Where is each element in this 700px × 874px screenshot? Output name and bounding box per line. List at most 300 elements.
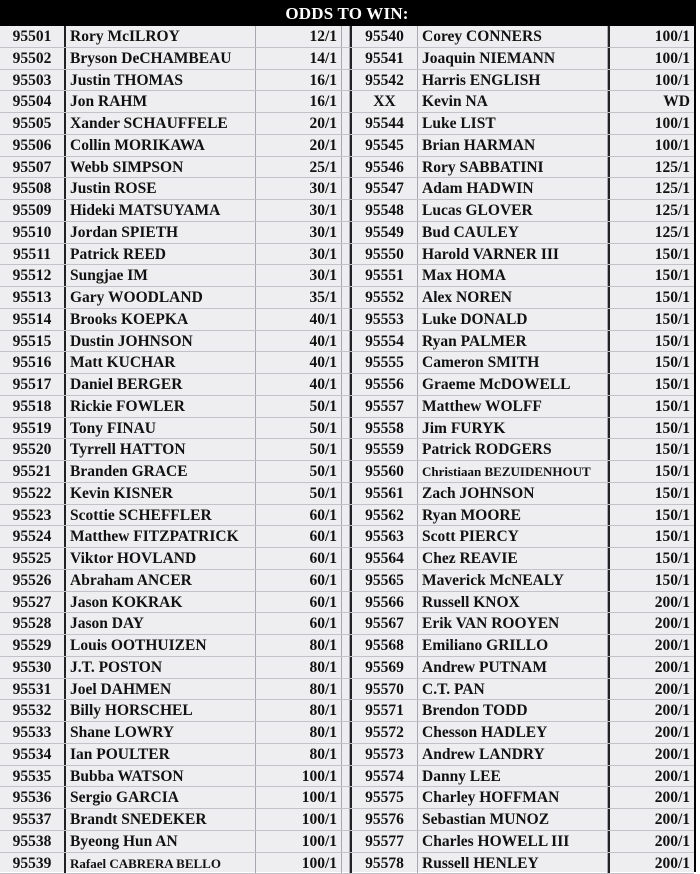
player-name: Charles HOWELL III <box>418 831 608 852</box>
rotation-number: 95576 <box>350 809 418 830</box>
odds-value: 200/1 <box>608 766 694 787</box>
rotation-number: 95561 <box>350 483 418 504</box>
rotation-number: 95557 <box>350 396 418 417</box>
table-row <box>0 657 342 679</box>
table-row <box>0 331 342 353</box>
player-name: Collin MORIKAWA <box>66 135 256 156</box>
table-row <box>350 744 694 766</box>
table-row <box>350 526 694 548</box>
table-row <box>350 635 694 657</box>
player-name: Harris ENGLISH <box>418 70 608 91</box>
odds-value: 40/1 <box>256 309 342 330</box>
rotation-number: 95563 <box>350 526 418 547</box>
odds-value: 150/1 <box>608 483 694 504</box>
player-name: Rickie FOWLER <box>66 396 256 417</box>
odds-value: 150/1 <box>608 265 694 286</box>
odds-value: 150/1 <box>608 439 694 460</box>
player-name: Matthew WOLFF <box>418 396 608 417</box>
odds-value: 40/1 <box>256 374 342 395</box>
rotation-number: 95570 <box>350 679 418 700</box>
table-row <box>350 113 694 135</box>
spacer-cell <box>342 374 350 396</box>
rotation-number: 95559 <box>350 439 418 460</box>
odds-value: 80/1 <box>256 744 342 765</box>
player-name: Adam HADWIN <box>418 178 608 199</box>
table-row <box>350 700 694 722</box>
spacer-cell <box>342 244 350 266</box>
rotation-number: 95567 <box>350 613 418 634</box>
table-row <box>0 352 342 374</box>
table-row <box>350 592 694 614</box>
spacer-cell <box>342 787 350 809</box>
player-name: Christiaan BEZUIDENHOUT <box>418 461 608 482</box>
rotation-number: 95529 <box>0 635 66 656</box>
rotation-number: 95560 <box>350 461 418 482</box>
spacer-cell <box>342 135 350 157</box>
table-row <box>0 200 342 222</box>
player-name: Sergio GARCIA <box>66 787 256 808</box>
odds-value: 100/1 <box>256 853 342 874</box>
table-row <box>350 178 694 200</box>
table-row <box>350 396 694 418</box>
player-name: Viktor HOVLAND <box>66 548 256 569</box>
table-row <box>0 287 342 309</box>
table-row <box>350 766 694 788</box>
rotation-number: 95504 <box>0 91 66 112</box>
player-name: Cameron SMITH <box>418 352 608 373</box>
table-row <box>350 331 694 353</box>
rotation-number: 95564 <box>350 548 418 569</box>
spacer-cell <box>342 483 350 505</box>
sheet-edge <box>694 0 700 872</box>
table-row <box>0 222 342 244</box>
spacer-cell <box>342 766 350 788</box>
odds-value: 16/1 <box>256 70 342 91</box>
spacer-cell <box>342 722 350 744</box>
table-row <box>0 700 342 722</box>
table-row <box>350 418 694 440</box>
player-name: Emiliano GRILLO <box>418 635 608 656</box>
player-name: Byeong Hun AN <box>66 831 256 852</box>
odds-value: 80/1 <box>256 635 342 656</box>
odds-value: 150/1 <box>608 505 694 526</box>
table-row <box>0 526 342 548</box>
rotation-number: 95515 <box>0 331 66 352</box>
player-name: Charley HOFFMAN <box>418 787 608 808</box>
odds-value: 200/1 <box>608 831 694 852</box>
odds-value: 20/1 <box>256 113 342 134</box>
spacer-cell <box>342 26 350 48</box>
table-row <box>0 505 342 527</box>
odds-value: 150/1 <box>608 570 694 591</box>
odds-value: 200/1 <box>608 722 694 743</box>
rotation-number: 95555 <box>350 352 418 373</box>
odds-value: 80/1 <box>256 722 342 743</box>
odds-value: 150/1 <box>608 461 694 482</box>
odds-value: 200/1 <box>608 592 694 613</box>
odds-value: 80/1 <box>256 700 342 721</box>
odds-value: 200/1 <box>608 657 694 678</box>
odds-value: 125/1 <box>608 222 694 243</box>
rotation-number: 95574 <box>350 766 418 787</box>
odds-value: 60/1 <box>256 548 342 569</box>
rotation-number: 95505 <box>0 113 66 134</box>
rotation-number: 95572 <box>350 722 418 743</box>
rotation-number: 95569 <box>350 657 418 678</box>
player-name: Jason DAY <box>66 613 256 634</box>
table-row <box>0 439 342 461</box>
table-row <box>0 265 342 287</box>
table-row <box>0 461 342 483</box>
odds-value: WD <box>608 91 694 112</box>
player-name: J.T. POSTON <box>66 657 256 678</box>
player-name: Jim FURYK <box>418 418 608 439</box>
spacer-cell <box>342 222 350 244</box>
player-name: Webb SIMPSON <box>66 157 256 178</box>
table-row <box>350 483 694 505</box>
player-name: Justin THOMAS <box>66 70 256 91</box>
odds-value: 25/1 <box>256 157 342 178</box>
player-name: Bud CAULEY <box>418 222 608 243</box>
rotation-number: 95550 <box>350 244 418 265</box>
odds-value: 50/1 <box>256 396 342 417</box>
table-row <box>350 200 694 222</box>
table-row <box>350 548 694 570</box>
rotation-number: 95578 <box>350 853 418 874</box>
player-name: Joaquin NIEMANN <box>418 48 608 69</box>
odds-value: 150/1 <box>608 396 694 417</box>
odds-value: 20/1 <box>256 135 342 156</box>
rotation-number: 95511 <box>0 244 66 265</box>
player-name: Abraham ANCER <box>66 570 256 591</box>
table-row <box>350 722 694 744</box>
odds-value: 30/1 <box>256 222 342 243</box>
rotation-number: 95521 <box>0 461 66 482</box>
rotation-number: 95556 <box>350 374 418 395</box>
table-row <box>350 222 694 244</box>
player-name: Ryan MOORE <box>418 505 608 526</box>
left-odds-column <box>0 26 342 874</box>
odds-value: 60/1 <box>256 505 342 526</box>
table-row <box>0 244 342 266</box>
rotation-number: 95545 <box>350 135 418 156</box>
rotation-number: XX <box>350 91 418 112</box>
player-name: Harold VARNER III <box>418 244 608 265</box>
table-row <box>0 853 342 874</box>
odds-value: 100/1 <box>256 809 342 830</box>
odds-value: 100/1 <box>608 70 694 91</box>
player-name: Kevin KISNER <box>66 483 256 504</box>
spacer-cell <box>342 831 350 853</box>
spacer-cell <box>342 200 350 222</box>
table-row <box>350 570 694 592</box>
odds-value: 50/1 <box>256 418 342 439</box>
rotation-number: 95540 <box>350 26 418 47</box>
table-row <box>350 505 694 527</box>
rotation-number: 95552 <box>350 287 418 308</box>
table-row <box>0 809 342 831</box>
player-name: Brendon TODD <box>418 700 608 721</box>
rotation-number: 95503 <box>0 70 66 91</box>
spacer-cell <box>342 352 350 374</box>
player-name: Scott PIERCY <box>418 526 608 547</box>
player-name: Jordan SPIETH <box>66 222 256 243</box>
player-name: Kevin NA <box>418 91 608 112</box>
table-row <box>0 787 342 809</box>
table-row <box>350 309 694 331</box>
rotation-number: 95546 <box>350 157 418 178</box>
player-name: Sebastian MUNOZ <box>418 809 608 830</box>
rotation-number: 95558 <box>350 418 418 439</box>
rotation-number: 95525 <box>0 548 66 569</box>
rotation-number: 95553 <box>350 309 418 330</box>
table-row <box>0 831 342 853</box>
spacer-cell <box>342 70 350 92</box>
player-name: Gary WOODLAND <box>66 287 256 308</box>
rotation-number: 95519 <box>0 418 66 439</box>
player-name: Chesson HADLEY <box>418 722 608 743</box>
table-row <box>350 352 694 374</box>
player-name: Rafael CABRERA BELLO <box>66 853 256 874</box>
rotation-number: 95565 <box>350 570 418 591</box>
odds-value: 150/1 <box>608 309 694 330</box>
table-row <box>0 309 342 331</box>
table-row <box>350 135 694 157</box>
spacer-cell <box>342 396 350 418</box>
table-row <box>350 70 694 92</box>
spacer-cell <box>342 744 350 766</box>
rotation-number: 95522 <box>0 483 66 504</box>
player-name: Xander SCHAUFFELE <box>66 113 256 134</box>
table-row <box>0 48 342 70</box>
player-name: Erik VAN ROOYEN <box>418 613 608 634</box>
player-name: Jon RAHM <box>66 91 256 112</box>
rotation-number: 95577 <box>350 831 418 852</box>
table-row <box>0 135 342 157</box>
rotation-number: 95536 <box>0 787 66 808</box>
player-name: Luke LIST <box>418 113 608 134</box>
table-row <box>0 157 342 179</box>
odds-value: 60/1 <box>256 570 342 591</box>
odds-value: 150/1 <box>608 352 694 373</box>
odds-value: 50/1 <box>256 483 342 504</box>
table-row <box>350 809 694 831</box>
odds-value: 150/1 <box>608 526 694 547</box>
table-row <box>0 592 342 614</box>
rotation-number: 95514 <box>0 309 66 330</box>
table-row <box>350 265 694 287</box>
player-name: Matt KUCHAR <box>66 352 256 373</box>
table-row <box>0 766 342 788</box>
odds-value: 100/1 <box>256 787 342 808</box>
odds-value: 30/1 <box>256 200 342 221</box>
odds-value: 100/1 <box>256 831 342 852</box>
table-row <box>0 548 342 570</box>
player-name: Graeme McDOWELL <box>418 374 608 395</box>
player-name: Tyrrell HATTON <box>66 439 256 460</box>
player-name: Patrick RODGERS <box>418 439 608 460</box>
spacer-cell <box>342 48 350 70</box>
spacer-cell <box>342 265 350 287</box>
spacer-cell <box>342 113 350 135</box>
odds-value: 40/1 <box>256 331 342 352</box>
player-name: Andrew PUTNAM <box>418 657 608 678</box>
rotation-number: 95526 <box>0 570 66 591</box>
player-name: Russell KNOX <box>418 592 608 613</box>
odds-value: 200/1 <box>608 700 694 721</box>
table-row <box>350 374 694 396</box>
rotation-number: 95539 <box>0 853 66 874</box>
odds-value: 200/1 <box>608 635 694 656</box>
player-name: Brandt SNEDEKER <box>66 809 256 830</box>
table-row <box>350 48 694 70</box>
rotation-number: 95554 <box>350 331 418 352</box>
odds-value: 200/1 <box>608 679 694 700</box>
rotation-number: 95509 <box>0 200 66 221</box>
rotation-number: 95512 <box>0 265 66 286</box>
odds-value: 150/1 <box>608 374 694 395</box>
table-row <box>350 461 694 483</box>
odds-value: 100/1 <box>608 113 694 134</box>
table-row <box>0 70 342 92</box>
table-row <box>0 91 342 113</box>
table-row <box>350 679 694 701</box>
odds-value: 125/1 <box>608 157 694 178</box>
table-row <box>0 613 342 635</box>
player-name: Ryan PALMER <box>418 331 608 352</box>
table-row <box>350 853 694 874</box>
player-name: Patrick REED <box>66 244 256 265</box>
spacer-cell <box>342 526 350 548</box>
odds-value: 16/1 <box>256 91 342 112</box>
rotation-number: 95517 <box>0 374 66 395</box>
rotation-number: 95538 <box>0 831 66 852</box>
player-name: Brooks KOEPKA <box>66 309 256 330</box>
rotation-number: 95527 <box>0 592 66 613</box>
rotation-number: 95566 <box>350 592 418 613</box>
rotation-number: 95523 <box>0 505 66 526</box>
spacer-cell <box>342 853 350 874</box>
player-name: C.T. PAN <box>418 679 608 700</box>
table-row <box>0 635 342 657</box>
table-row <box>0 722 342 744</box>
spacer-cell <box>342 309 350 331</box>
player-name: Billy HORSCHEL <box>66 700 256 721</box>
player-name: Corey CONNERS <box>418 26 608 47</box>
odds-value: 30/1 <box>256 178 342 199</box>
player-name: Jason KOKRAK <box>66 592 256 613</box>
rotation-number: 95507 <box>0 157 66 178</box>
spacer-cell <box>342 613 350 635</box>
rotation-number: 95551 <box>350 265 418 286</box>
odds-value: 100/1 <box>608 135 694 156</box>
rotation-number: 95547 <box>350 178 418 199</box>
odds-value: 50/1 <box>256 439 342 460</box>
odds-value: 200/1 <box>608 787 694 808</box>
table-row <box>0 113 342 135</box>
table-row <box>0 178 342 200</box>
rotation-number: 95535 <box>0 766 66 787</box>
rotation-number: 95573 <box>350 744 418 765</box>
player-name: Rory SABBATINI <box>418 157 608 178</box>
odds-value: 150/1 <box>608 331 694 352</box>
odds-value: 200/1 <box>608 744 694 765</box>
player-name: Tony FINAU <box>66 418 256 439</box>
odds-value: 200/1 <box>608 613 694 634</box>
rotation-number: 95520 <box>0 439 66 460</box>
spacer-cell <box>342 657 350 679</box>
rotation-number: 95531 <box>0 679 66 700</box>
spacer-cell <box>342 809 350 831</box>
rotation-number: 95548 <box>350 200 418 221</box>
player-name: Zach JOHNSON <box>418 483 608 504</box>
rotation-number: 95524 <box>0 526 66 547</box>
player-name: Bubba WATSON <box>66 766 256 787</box>
table-row <box>350 26 694 48</box>
odds-value: 100/1 <box>608 48 694 69</box>
spacer-cell <box>342 157 350 179</box>
table-row <box>350 613 694 635</box>
player-name: Ian POULTER <box>66 744 256 765</box>
rotation-number: 95502 <box>0 48 66 69</box>
spacer-cell <box>342 505 350 527</box>
odds-value: 150/1 <box>608 287 694 308</box>
rotation-number: 95508 <box>0 178 66 199</box>
odds-value: 100/1 <box>256 766 342 787</box>
odds-value: 30/1 <box>256 265 342 286</box>
rotation-number: 95533 <box>0 722 66 743</box>
rotation-number: 95571 <box>350 700 418 721</box>
table-row <box>0 418 342 440</box>
player-name: Sungjae IM <box>66 265 256 286</box>
player-name: Luke DONALD <box>418 309 608 330</box>
table-row <box>350 439 694 461</box>
table-row <box>350 287 694 309</box>
rotation-number: 95541 <box>350 48 418 69</box>
player-name: Matthew FITZPATRICK <box>66 526 256 547</box>
player-name: Max HOMA <box>418 265 608 286</box>
right-odds-column <box>350 26 694 874</box>
player-name: Brian HARMAN <box>418 135 608 156</box>
spacer-cell <box>342 91 350 113</box>
rotation-number: 95568 <box>350 635 418 656</box>
odds-value: 80/1 <box>256 679 342 700</box>
rotation-number: 95518 <box>0 396 66 417</box>
odds-value: 200/1 <box>608 809 694 830</box>
rotation-number: 95575 <box>350 787 418 808</box>
odds-value: 60/1 <box>256 526 342 547</box>
odds-value: 125/1 <box>608 200 694 221</box>
rotation-number: 95562 <box>350 505 418 526</box>
table-row <box>350 157 694 179</box>
player-name: Russell HENLEY <box>418 853 608 874</box>
table-row <box>0 374 342 396</box>
odds-value: 35/1 <box>256 287 342 308</box>
odds-value: 80/1 <box>256 657 342 678</box>
rotation-number: 95534 <box>0 744 66 765</box>
rotation-number: 95549 <box>350 222 418 243</box>
odds-value: 100/1 <box>608 26 694 47</box>
player-name: Danny LEE <box>418 766 608 787</box>
player-name: Daniel BERGER <box>66 374 256 395</box>
player-name: Alex NOREN <box>418 287 608 308</box>
odds-value: 150/1 <box>608 418 694 439</box>
odds-value: 40/1 <box>256 352 342 373</box>
spacer-cell <box>342 548 350 570</box>
table-row <box>0 396 342 418</box>
spacer-cell <box>342 178 350 200</box>
rotation-number: 95513 <box>0 287 66 308</box>
